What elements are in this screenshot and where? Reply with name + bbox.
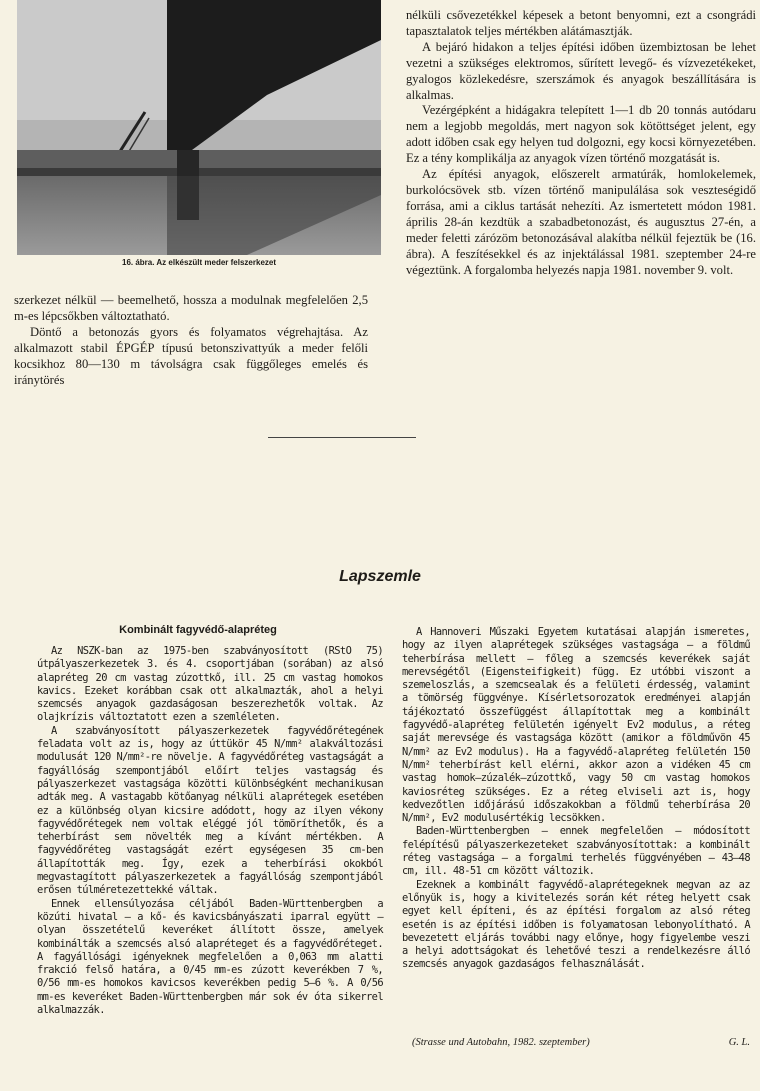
top-left-column bbox=[14, 293, 368, 388]
section-divider bbox=[268, 437, 416, 438]
author-initials: G. L. bbox=[728, 1037, 750, 1048]
paragraph: Baden-Württenbergben — ennek megfelelően — módosított felépítésű pályaszerkezeteket szabványosítottak: a kombinált réteg vastagsága — a forgalmi terhelés függvényében — 43—48 cm, ill. 48-51 cm között változik. bbox=[402, 825, 750, 878]
paragraph: nélküli csővezetékkel képesek a betont benyomni, ezt a csongrádi tapasztalatok teljes mértékben alátámasztják. bbox=[406, 8, 756, 38]
paragraph: Ezeknek a kombinált fagyvédő-alaprétegeknek megvan az az előnyük is, hogy a kivitelezés során két réteg helyett csak egyet kell építeni, és az építési forgalom az alsó réteg esetén is az építési időben is folyamatosan lebonyolítható. A bevezetett eljárás további nagy előnye, hogy figyelembe veszi a helyi adottságokat és lehetővé teszi a rendelkezésre álló szemcsés anyagok gazdaságos felhasználását. bbox=[402, 878, 750, 971]
article-right-column bbox=[402, 626, 750, 972]
paragraph: A szabványosított pályaszerkezetek fagyvédőrétegének feladata volt az is, hogy az úttükör 45 N/mm² alakváltozási modulusát 120 N/mm²-re növelje. A fagyvédőréteg vastagságát a fagyállóság szempontjából előírt teljes vastagság és pályaszerkezet vastagsága közötti különbségként mechanikusan adták meg. A vastagabb kötőanyag nélküli alaprétegek esetében ez a különbség olyan kicsire adódott, hogy az ilyen vékony fagyvédőrétegek nem voltak eléggé jól tömöríthetők, és a teherbírást sem növelték meg a kívánt mértékben. A fagyvédőréteg vastagságát ezért egységesen 35 cm-ben állapították meg. Így, ezek a teherbírási okokból megvastagított pályaszerkezetek a fagyállóság szempontjából erősen túlméretezettekké váltak. bbox=[37, 724, 383, 897]
paragraph: Vezérgépként a hidágakra telepített 1—1 db 20 tonnás autódaru nem a legjobb megoldás, mert nagyon sok kötöttséget jelent, egy adott időben csak egy helyen tud dolgozni, egy kocsi környezetében. Ez a tény komplikálja az anyagok vízen történő mozgatását is. bbox=[406, 103, 756, 166]
paragraph: Ennek ellensúlyozása céljából Baden-Württenbergben a közúti hivatal — a kő- és kavicsbányászati iparral együtt — olyan összetételű keveréket állított össze, amelyek kombinálták a szemcsés alsó alapréteget és a fagyvédőréteget. A fagyállósági igényeknek megfelelően a 0,063 mm alatti frakció felső határa, a 0/45 mm-es zúzott keverékben 7 %, 0/56 mm-es homokos kavicsos keverékben pedig 5—6 %. A 0/56 mm-es keveréket Baden-Württenbergben már sok év óta sikerrel alkalmazzák. bbox=[37, 897, 383, 1017]
paragraph: A bejáró hidakon a teljes építési időben üzembiztosan be lehet vezetni a szükséges elektromos, sűrített levegő- és vízvezetékeket, gyalogos közlekedésre, szerszámok és anyagok beszállítására is alkalmas. bbox=[406, 39, 756, 102]
figure-caption: 16. ábra. Az elkészült meder felszerkezet bbox=[122, 258, 276, 267]
article-title: Kombinált fagyvédő-alapréteg bbox=[119, 624, 277, 636]
bridge-photo bbox=[17, 0, 381, 255]
source-citation: (Strasse und Autobahn, 1982. szeptember) bbox=[412, 1037, 590, 1048]
paragraph: Az NSZK-ban az 1975-ben szabványosított (RStO 75) útpályaszerkezetek 3. és 4. csoportjában (sorában) az alsó alapréteg 20 cm vastag zúzottkő, ill. 25 cm vastag homokos kavics. Ezeket korábban csak ott alkalmazták, ahol a helyi szemcsés anyagok gazdaságosan beszerezhetők voltak. Az olajkrízis változtatott ezen a szemléleten. bbox=[37, 645, 383, 724]
paragraph: Az építési anyagok, előszerelt armatúrák, homlokelemek, burkolócsövek stb. vízen történő manipulálása sok veszteségidő forrása, ami a ciklus tartását nehezíti. Az ismertetett módon 1981. április 28-án kezdtük a szabadbetonozást, és augusztus 27-én, a meder feletti zárózöm betonozásával alakítba nélkül fejeztük be (16. ábra). A feszítésekkel és az injektálással 1981. szeptember 24-re végeztünk. A forgalomba helyezés napja 1981. november 9. volt. bbox=[406, 167, 756, 277]
paragraph: szerkezet nélkül — beemelhető, hossza a modulnak megfelelően 2,5 m-es lépcsőkben változtatható. bbox=[14, 293, 368, 323]
top-right-column bbox=[406, 8, 756, 278]
article-source bbox=[412, 1037, 750, 1048]
section-heading: Lapszemle bbox=[339, 568, 421, 585]
article-left-column bbox=[37, 645, 383, 1017]
paragraph: A Hannoveri Műszaki Egyetem kutatásai alapján ismeretes, hogy az ilyen alaprétegek szükséges vastagsága — a földmű teherbírása mellett — főleg a szemcsés keverékek saját merevségétől (Eigensteifigkeit) függ. Ez utóbbi viszont a szemeloszlás, a szemcsealak és a felületi érdesség, valamint a tömörség függvénye. Kísérletsorozatok eredményei alapján tájékoztató összefüggést állapítottak meg a kombinált fagyvédő-alapréteg felületén igényelt Ev2 modulus, a réteg saját merevsége és vastagsága között (amikor a földművön 45 N/mm² az Ev2 modulus). Ha a fagyvédő-alapréteg felületén 150 N/mm² teherbírást kell elérni, akkor azon a vidéken 45 cm vastag homok—zúzalék—zúzottkő, vagy 50 cm vastag homokos kaviosréteg szükséges. Ez a réteg elviseli azt is, hogy kedvezőtlen időjárású időszakokban a földmű teherbírása 20 N/mm², Ev2 modulusértékig lecsökken. bbox=[402, 626, 750, 825]
paragraph: Döntő a betonozás gyors és folyamatos végrehajtása. Az alkalmazott stabil ÉPGÉP típusú betonszivattyúk a meder felőli kocsikhoz 80—130 m távolságra csak függőleges emelés és iránytörés bbox=[14, 324, 368, 387]
